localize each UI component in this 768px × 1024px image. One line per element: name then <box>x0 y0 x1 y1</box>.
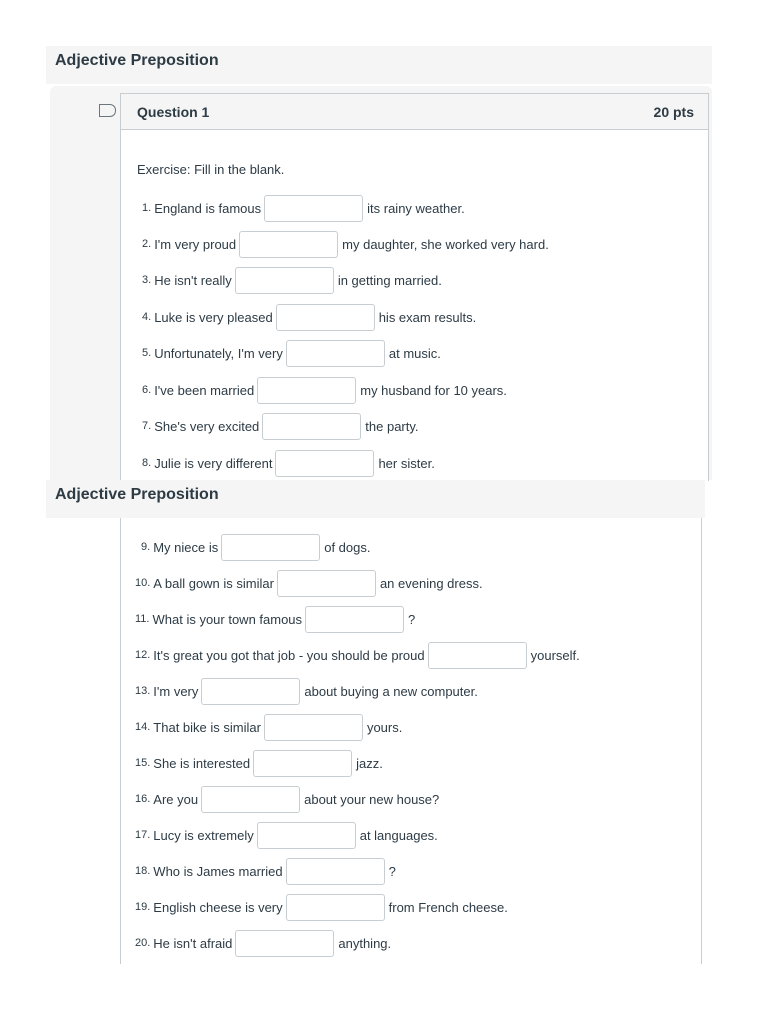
item-text-after: yours. <box>366 719 403 735</box>
item-number: 4. <box>142 311 152 323</box>
item-number: 9. <box>141 541 151 553</box>
list-item <box>135 713 402 741</box>
item-text-after: at music. <box>388 345 441 361</box>
list-item <box>135 857 396 885</box>
item-text-after: the party. <box>365 418 419 434</box>
answer-blank-8[interactable] <box>275 450 374 477</box>
list-item <box>142 194 465 222</box>
item-text-before: Are you <box>153 791 199 807</box>
answer-blank-4[interactable] <box>276 304 375 331</box>
list-item <box>135 605 415 633</box>
answer-blank-14[interactable] <box>264 714 363 741</box>
item-text-before: He isn't afraid <box>153 935 233 951</box>
item-text-after: ? <box>408 611 416 627</box>
question-points: 20 pts <box>653 104 694 120</box>
answer-blank-6[interactable] <box>257 377 356 404</box>
item-number: 10. <box>135 577 151 589</box>
item-text-after: about your new house? <box>304 791 440 807</box>
item-number: 1. <box>142 202 152 214</box>
item-text-after: ? <box>388 863 396 879</box>
item-text-before: I'm very <box>153 683 199 699</box>
item-text-before: I'm very proud <box>154 236 237 252</box>
item-text-before: Luke is very pleased <box>154 309 273 325</box>
answer-blank-3[interactable] <box>235 267 334 294</box>
answer-blank-2[interactable] <box>239 231 338 258</box>
item-number: 15. <box>135 757 151 769</box>
answer-blank-5[interactable] <box>286 340 385 367</box>
item-number: 20. <box>135 937 151 949</box>
flag-question-icon[interactable] <box>99 104 111 117</box>
list-item <box>141 533 370 561</box>
item-text-before: He isn't really <box>154 272 232 288</box>
item-text-after: her sister. <box>378 455 435 471</box>
answer-blank-10[interactable] <box>277 570 376 597</box>
item-text-before: Lucy is extremely <box>153 827 254 843</box>
list-item <box>135 893 508 921</box>
item-text-after: from French cheese. <box>388 899 508 915</box>
section-header-repeat <box>46 480 705 518</box>
item-text-after: his exam results. <box>378 309 477 325</box>
answer-blank-1[interactable] <box>264 195 363 222</box>
item-number: 7. <box>142 420 152 432</box>
answer-blank-13[interactable] <box>201 678 300 705</box>
answer-blank-19[interactable] <box>286 894 385 921</box>
list-item <box>135 929 391 957</box>
item-text-after: about buying a new computer. <box>304 683 478 699</box>
item-number: 5. <box>142 347 152 359</box>
answer-blank-20[interactable] <box>235 930 334 957</box>
exercise-instructions: Exercise: Fill in the blank. <box>137 162 285 177</box>
list-item <box>142 449 435 477</box>
answer-blank-15[interactable] <box>253 750 352 777</box>
answer-blank-12[interactable] <box>428 642 527 669</box>
list-item <box>142 376 507 404</box>
item-number: 3. <box>142 274 152 286</box>
item-text-before: What is your town famous <box>152 611 303 627</box>
list-item <box>135 641 580 669</box>
item-text-after: yourself. <box>530 647 580 663</box>
item-number: 19. <box>135 901 151 913</box>
item-number: 12. <box>135 649 151 661</box>
item-number: 14. <box>135 721 151 733</box>
item-text-before: It's great you got that job - you should be proud <box>153 647 425 663</box>
item-number: 8. <box>142 457 152 469</box>
item-text-after: jazz. <box>356 755 383 771</box>
item-text-before: English cheese is very <box>153 899 283 915</box>
list-item <box>142 266 442 294</box>
item-number: 18. <box>135 865 151 877</box>
item-text-after: an evening dress. <box>379 575 483 591</box>
list-item <box>135 749 383 777</box>
item-text-after: my husband for 10 years. <box>360 382 507 398</box>
answer-blank-11[interactable] <box>305 606 404 633</box>
list-item <box>135 569 483 597</box>
item-number: 11. <box>135 613 150 625</box>
list-item <box>142 412 419 440</box>
question-title: Question 1 <box>137 104 210 120</box>
list-item <box>142 230 549 258</box>
item-text-before: I've been married <box>154 382 255 398</box>
item-text-after: my daughter, she worked very hard. <box>342 236 549 252</box>
item-number: 16. <box>135 793 151 805</box>
item-text-after: of dogs. <box>324 539 371 555</box>
item-number: 6. <box>142 384 152 396</box>
item-text-before: Julie is very different <box>154 455 273 471</box>
item-text-before: That bike is similar <box>153 719 261 735</box>
answer-blank-18[interactable] <box>286 858 385 885</box>
item-number: 17. <box>135 829 151 841</box>
item-text-before: England is famous <box>154 200 262 216</box>
answer-blank-17[interactable] <box>257 822 356 849</box>
list-item <box>135 677 478 705</box>
answer-blank-7[interactable] <box>262 413 361 440</box>
item-text-before: Who is James married <box>153 863 283 879</box>
list-item <box>135 821 438 849</box>
item-text-after: in getting married. <box>337 272 442 288</box>
section-title: Adjective Preposition <box>55 52 219 69</box>
section-header <box>46 46 712 84</box>
item-text-before: My niece is <box>153 539 219 555</box>
answer-blank-9[interactable] <box>221 534 320 561</box>
item-text-before: A ball gown is similar <box>153 575 274 591</box>
item-number: 13. <box>135 685 151 697</box>
item-number: 2. <box>142 238 152 250</box>
list-item <box>142 303 476 331</box>
answer-blank-16[interactable] <box>201 786 300 813</box>
item-text-before: She's very excited <box>154 418 260 434</box>
list-item <box>135 785 439 813</box>
item-text-after: its rainy weather. <box>367 200 465 216</box>
item-text-after: at languages. <box>359 827 438 843</box>
list-item <box>142 339 441 367</box>
section-title-repeat: Adjective Preposition <box>55 486 219 503</box>
item-text-after: anything. <box>338 935 392 951</box>
item-text-before: She is interested <box>153 755 251 771</box>
item-text-before: Unfortunately, I'm very <box>154 345 283 361</box>
question-header <box>121 94 708 130</box>
